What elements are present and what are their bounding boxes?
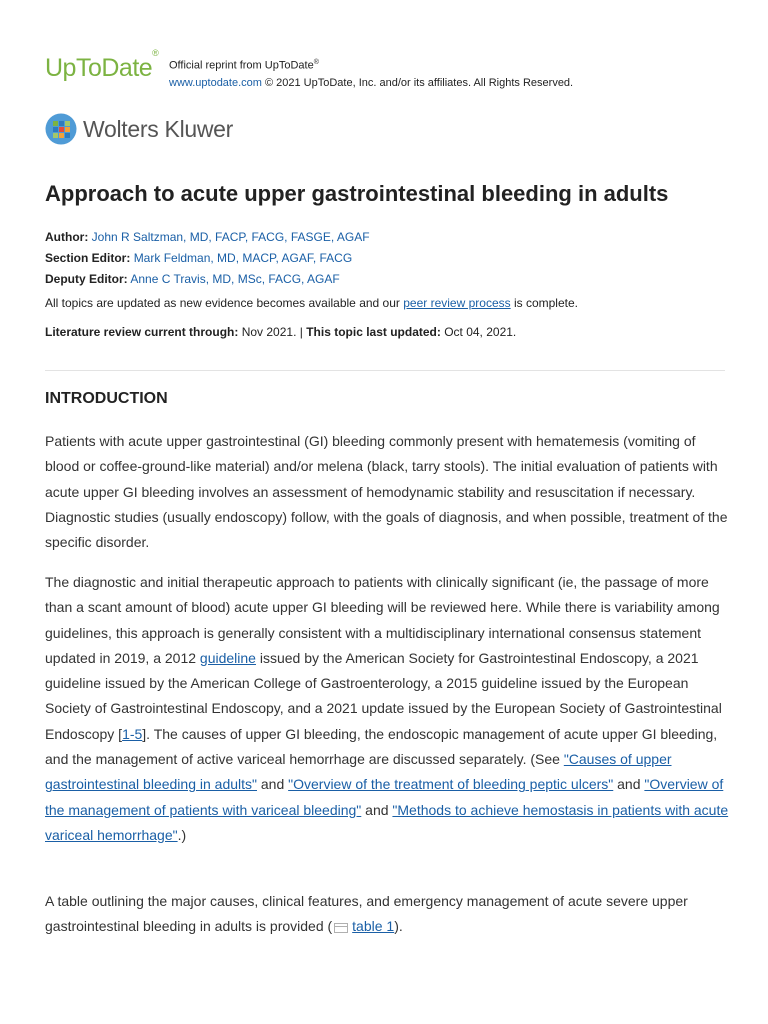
uptodate-site-link[interactable]: www.uptodate.com <box>169 76 262 89</box>
intro-paragraph-2 <box>45 570 730 848</box>
last-updated-value: Oct 04, 2021. <box>440 325 517 339</box>
copyright-text: © 2021 UpToDate, Inc. and/or its affiliates. All Rights Reserved. <box>261 76 574 89</box>
table-icon <box>334 923 348 933</box>
p2-text-6: and <box>361 801 393 818</box>
p2-text-1: The diagnostic and initial therapeutic approach to patients with clinically significant (ie, the passage of more than a scant amount of blood) acute upper GI bleeding will be reviewed here. While there is variability among guidelines, this approach is generally consistent with a multidisciplinary international consensus statement updated in 2019, a 2012 <box>45 574 720 666</box>
last-updated-label: This topic last updated: <box>306 325 441 339</box>
intro-paragraph-3 <box>45 889 730 940</box>
update-note <box>45 296 578 310</box>
update-note-end: is complete. <box>510 296 578 310</box>
section-divider <box>45 370 725 371</box>
uptodate-logo-mark: ® <box>152 47 159 58</box>
guideline-link[interactable]: guideline <box>199 649 256 666</box>
lit-review-value: Nov 2021. | <box>238 325 307 339</box>
update-note-text: All topics are updated as new evidence becomes available and our <box>45 296 404 310</box>
deputy-editor-name[interactable]: Anne C Travis, MD, MSc, FACG, AGAF <box>130 272 340 286</box>
p2-text-7: .) <box>177 826 187 843</box>
causes-topic-link[interactable]: "Causes of upper gastrointestinal bleeding in adults" <box>45 751 672 793</box>
deputy-editor-row <box>45 269 370 290</box>
uptodate-logo-text: UpToDate <box>45 54 153 82</box>
introduction-heading: INTRODUCTION <box>45 390 168 407</box>
p2-text-2: issued by the American Society for Gastrointestinal Endoscopy, a 2021 guideline issued by the American College of Gastroenterology, a 2015 guideline issued by the European Society of Gastrointestinal Endoscopy, and a 2021 update issued by the European Society of Gastrointestinal Endoscopy [ <box>45 649 722 742</box>
table-1-link[interactable]: table 1 <box>352 918 395 935</box>
p2-text-4: and <box>257 776 289 793</box>
review-dates <box>45 325 516 339</box>
section-editor-label: Section Editor: <box>45 251 131 265</box>
p2-text-3: ]. The causes of upper GI bleeding, the endoscopic management of acute upper GI bleeding, and the management of active variceal hemorrhage are discussed separately. (See <box>45 725 718 768</box>
hemostasis-topic-link[interactable]: "Methods to achieve hemostasis in patients with acute variceal hemorrhage" <box>45 801 729 843</box>
reprint-mark: ® <box>313 59 319 66</box>
article-title: Approach to acute upper gastrointestinal bleeding in adults <box>45 181 669 206</box>
variceal-management-topic-link[interactable]: "Overview of the management of patients with variceal bleeding" <box>45 776 724 818</box>
deputy-editor-label: Deputy Editor: <box>45 272 128 286</box>
author-row <box>45 227 370 248</box>
p3-text-2: ). <box>394 918 403 935</box>
peer-review-link[interactable]: peer review process <box>403 296 511 310</box>
peptic-ulcers-topic-link[interactable]: "Overview of the treatment of bleeding peptic ulcers" <box>288 776 614 793</box>
article-credits <box>45 227 370 290</box>
wolters-kluwer-logo[interactable] <box>45 113 265 147</box>
author-name[interactable]: John R Saltzman, MD, FACP, FACG, FASGE, AGAF <box>91 230 370 244</box>
intro-paragraph-1: Patients with acute upper gastrointestinal (GI) bleeding commonly present with hematemesis (vomiting of blood or coffee-ground-like material) and/or melena (black, tarry stools). The initial evaluation of patients with acute upper GI bleeding involves an assessment of hemodynamic stability and resuscitation if necessary. Diagnostic studies (usually endoscopy) follow, with the goals of diagnosis, and when possible, treatment of the specific disorder. <box>45 433 728 551</box>
p2-text-5: and <box>613 776 645 793</box>
wolters-kluwer-name: Wolters Kluwer <box>83 116 234 142</box>
reprint-header <box>45 47 735 92</box>
p3-text-1: A table outlining the major causes, clinical features, and emergency management of acute severe upper gastrointestinal bleeding in adults is provided ( <box>45 893 688 935</box>
author-label: Author: <box>45 230 89 244</box>
uptodate-logo[interactable] <box>45 47 159 83</box>
lit-review-label: Literature review current through: <box>45 325 239 339</box>
section-editor-row <box>45 248 370 269</box>
reprint-notice <box>169 54 573 92</box>
section-editor-name[interactable]: Mark Feldman, MD, MACP, AGAF, FACG <box>133 251 353 265</box>
reprint-line: Official reprint from UpToDate <box>169 59 314 72</box>
wolters-kluwer-icon <box>45 113 77 145</box>
references-link[interactable]: 1-5 <box>122 725 143 742</box>
